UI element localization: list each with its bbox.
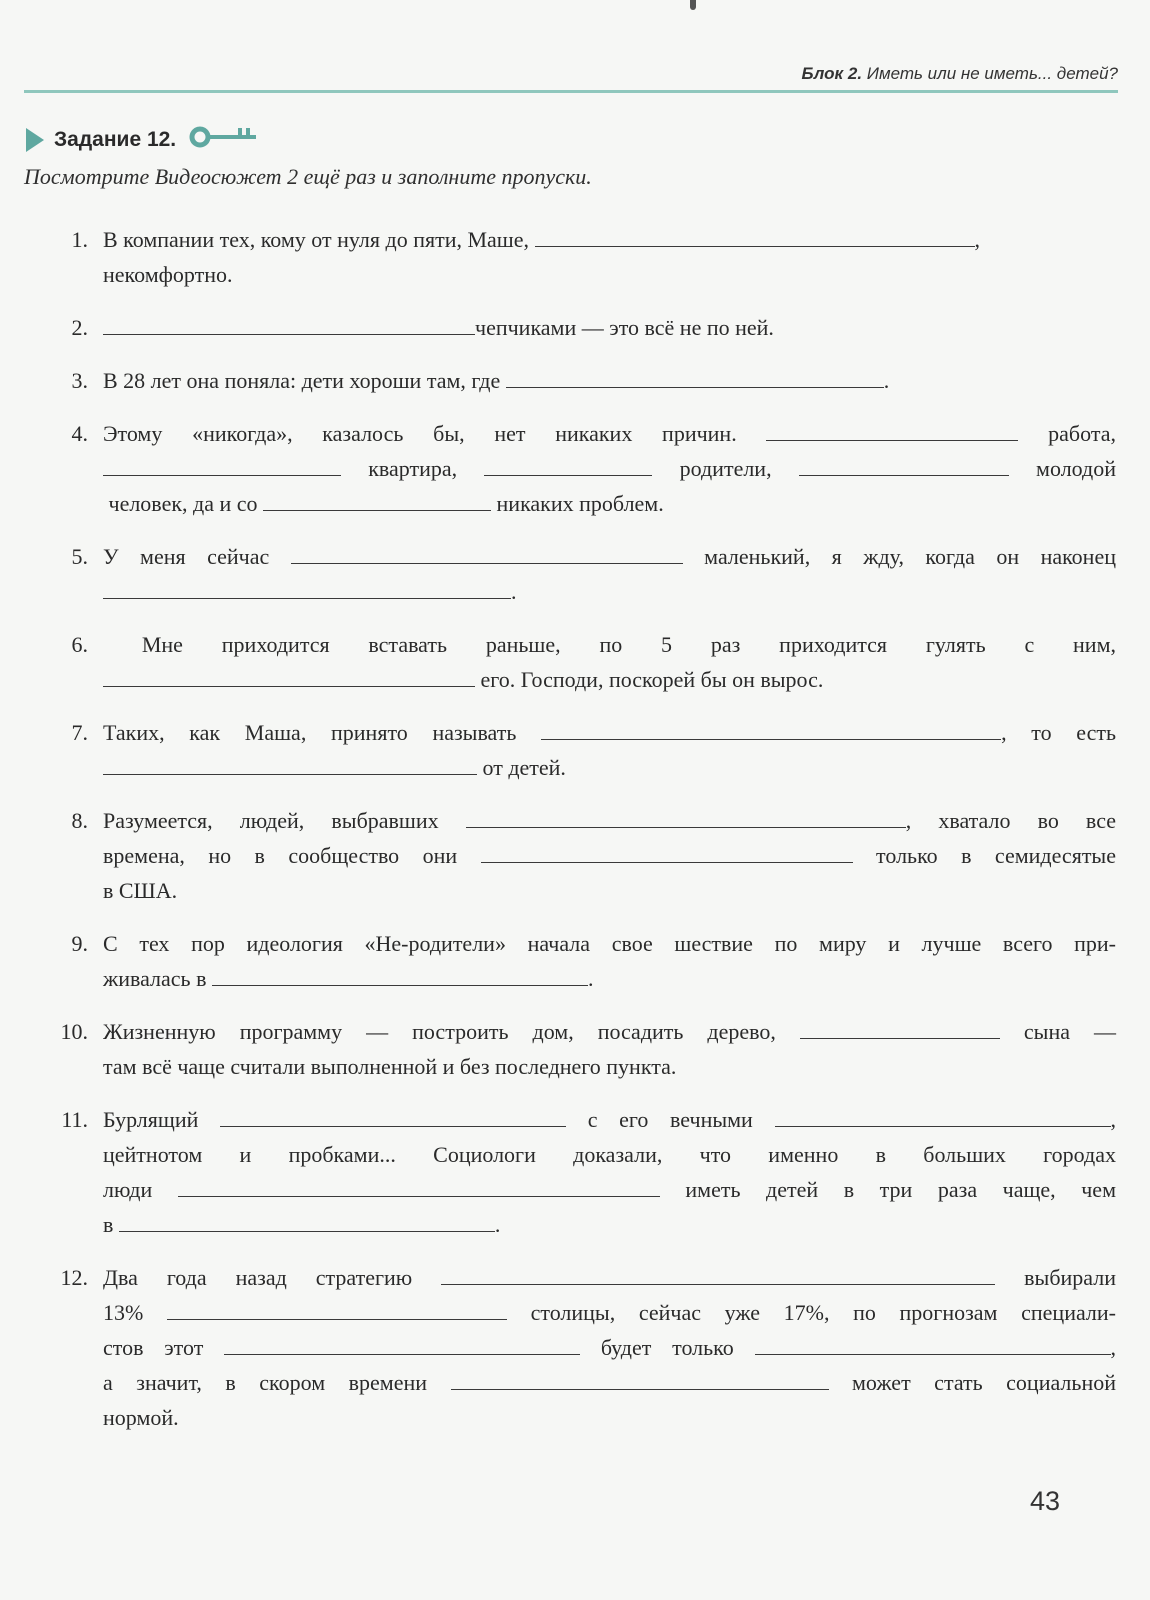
item-text: цейтнотом и пробками... Социологи доказали, что именно в больших городах [103, 1142, 1116, 1167]
exercise-item-8 [56, 803, 1116, 908]
item-text: работа, [1018, 421, 1116, 446]
item-text: Мне приходится вставать раньше, по 5 раз приходится гулять с ним, [141, 632, 1117, 657]
fill-blank[interactable] [799, 453, 1009, 476]
item-text: . [494, 1212, 501, 1237]
item-number: 6. [71, 632, 88, 657]
item-text: Два года назад стратегию [103, 1265, 442, 1290]
item-text: только в семидесятые [852, 843, 1116, 868]
item-text: С тех пор идеология «Не-родители» начала свое шествие по миру и лучше всего при- [103, 931, 1116, 956]
exercise-item-9 [56, 926, 1116, 996]
item-text: живалась в [103, 966, 212, 991]
block-header [802, 64, 1118, 84]
item-text: 13% [103, 1300, 167, 1325]
item-text: никаких проблем. [491, 491, 664, 516]
fill-blank[interactable] [167, 1297, 507, 1320]
fill-blank[interactable] [212, 963, 588, 986]
fill-blank[interactable] [775, 1104, 1111, 1127]
fill-blank[interactable] [224, 1332, 580, 1355]
fill-blank[interactable] [541, 717, 1001, 740]
fill-blank[interactable] [103, 576, 511, 599]
item-number: 3. [71, 368, 88, 393]
exercise-item-5 [56, 539, 1116, 609]
exercise-item-3 [56, 363, 1116, 398]
item-number: 5. [71, 544, 88, 569]
item-text: а значит, в скором времени [103, 1370, 451, 1395]
item-text: выбирали [995, 1265, 1116, 1290]
exercise-item-1 [56, 222, 1116, 292]
fill-blank[interactable] [178, 1174, 660, 1197]
item-text: Жизненную программу — построить дом, посадить дерево, [103, 1019, 800, 1044]
fill-blank[interactable] [441, 1262, 995, 1285]
item-text: чепчиками — это всё не по ней. [475, 315, 774, 340]
item-number: 1. [71, 227, 88, 252]
item-number: 10. [60, 1019, 88, 1044]
exercise-item-11 [56, 1102, 1116, 1242]
item-text: , [1110, 1107, 1116, 1132]
item-text: стов этот [103, 1335, 225, 1360]
item-text: люди [103, 1177, 178, 1202]
fill-blank[interactable] [103, 664, 475, 687]
page-number: 43 [1029, 1486, 1060, 1516]
item-text: Бурлящий [103, 1107, 221, 1132]
item-number: 11. [61, 1107, 88, 1132]
fill-blank[interactable] [291, 541, 683, 564]
exercise-item-2 [56, 310, 1116, 345]
item-text: . [883, 368, 890, 393]
block-label: Блок 2. [801, 64, 863, 83]
item-text: там всё чаще считали выполненной и без последнего пункта. [103, 1054, 677, 1079]
item-text: маленький, я жду, когда он наконец [682, 544, 1116, 569]
task-heading [26, 124, 260, 156]
fill-blank[interactable] [755, 1332, 1111, 1355]
fill-blank[interactable] [466, 805, 906, 828]
item-number: 12. [60, 1265, 88, 1290]
top-mark [690, 0, 696, 10]
fill-blank[interactable] [103, 312, 475, 335]
item-text: У меня сейчас [103, 544, 291, 569]
fill-blank[interactable] [451, 1367, 829, 1390]
fill-blank[interactable] [481, 840, 853, 863]
task-title: Задание 12. [54, 128, 177, 151]
item-text: нормой. [103, 1405, 179, 1430]
item-number: 4. [71, 421, 88, 446]
item-text: его. Господи, поскорей бы он вырос. [475, 667, 824, 692]
item-text: , хватало во все [905, 808, 1116, 833]
item-text: , то есть [1001, 720, 1116, 745]
fill-blank[interactable] [766, 418, 1018, 441]
item-text: , [974, 227, 981, 252]
item-text: В 28 лет она поняла: дети хороши там, где [103, 368, 506, 393]
fill-blank[interactable] [119, 1209, 495, 1232]
item-text: столицы, сейчас уже 17%, по прогнозам специали- [506, 1300, 1116, 1325]
fill-blank[interactable] [800, 1016, 1000, 1039]
fill-blank[interactable] [103, 752, 477, 775]
item-text: . [511, 579, 517, 604]
item-text: сына — [999, 1019, 1116, 1044]
item-number: 8. [71, 808, 88, 833]
fill-blank[interactable] [263, 488, 491, 511]
exercise-list [56, 222, 1116, 1453]
item-text: в [103, 1212, 119, 1237]
exercise-item-4 [56, 416, 1116, 521]
fill-blank[interactable] [220, 1104, 566, 1127]
item-text: иметь детей в три раза чаще, чем [659, 1177, 1116, 1202]
block-title: Иметь или не иметь... детей? [866, 64, 1118, 83]
item-text: Этому «никогда», казалось бы, нет никаких причин. [103, 421, 767, 446]
item-text: некомфортно. [103, 262, 233, 287]
exercise-item-10 [56, 1014, 1116, 1084]
item-text: будет только [580, 1335, 755, 1360]
item-text: молодой [1008, 456, 1117, 481]
item-text: с его вечными [566, 1107, 775, 1132]
fill-blank[interactable] [535, 224, 975, 247]
item-text: может стать социальной [828, 1370, 1116, 1395]
item-text: . [587, 966, 594, 991]
item-text: родители, [652, 456, 799, 481]
item-text: Разумеется, людей, выбравших [103, 808, 466, 833]
header-divider [24, 90, 1118, 93]
item-text: Таких, как Маша, принято называть [103, 720, 542, 745]
item-number: 7. [71, 720, 88, 745]
item-text: от детей. [477, 755, 566, 780]
fill-blank[interactable] [484, 453, 652, 476]
item-text: в США. [103, 878, 178, 903]
item-text: человек, да и со [108, 491, 264, 516]
exercise-item-7 [56, 715, 1116, 785]
item-text: , [1110, 1335, 1116, 1360]
fill-blank[interactable] [103, 453, 341, 476]
item-text: В компании тех, кому от нуля до пяти, Маше, [103, 227, 535, 252]
arrow-icon [26, 128, 44, 152]
exercise-item-6 [56, 627, 1116, 697]
exercise-item-12 [56, 1260, 1116, 1435]
item-number: 2. [71, 315, 88, 340]
key-icon [188, 124, 260, 156]
item-text: времена, но в сообщество они [103, 843, 481, 868]
item-text: квартира, [341, 456, 485, 481]
task-instruction: Посмотрите Видеосюжет 2 ещё раз и заполните пропуски. [24, 164, 592, 189]
item-number: 9. [71, 931, 88, 956]
fill-blank[interactable] [506, 365, 884, 388]
